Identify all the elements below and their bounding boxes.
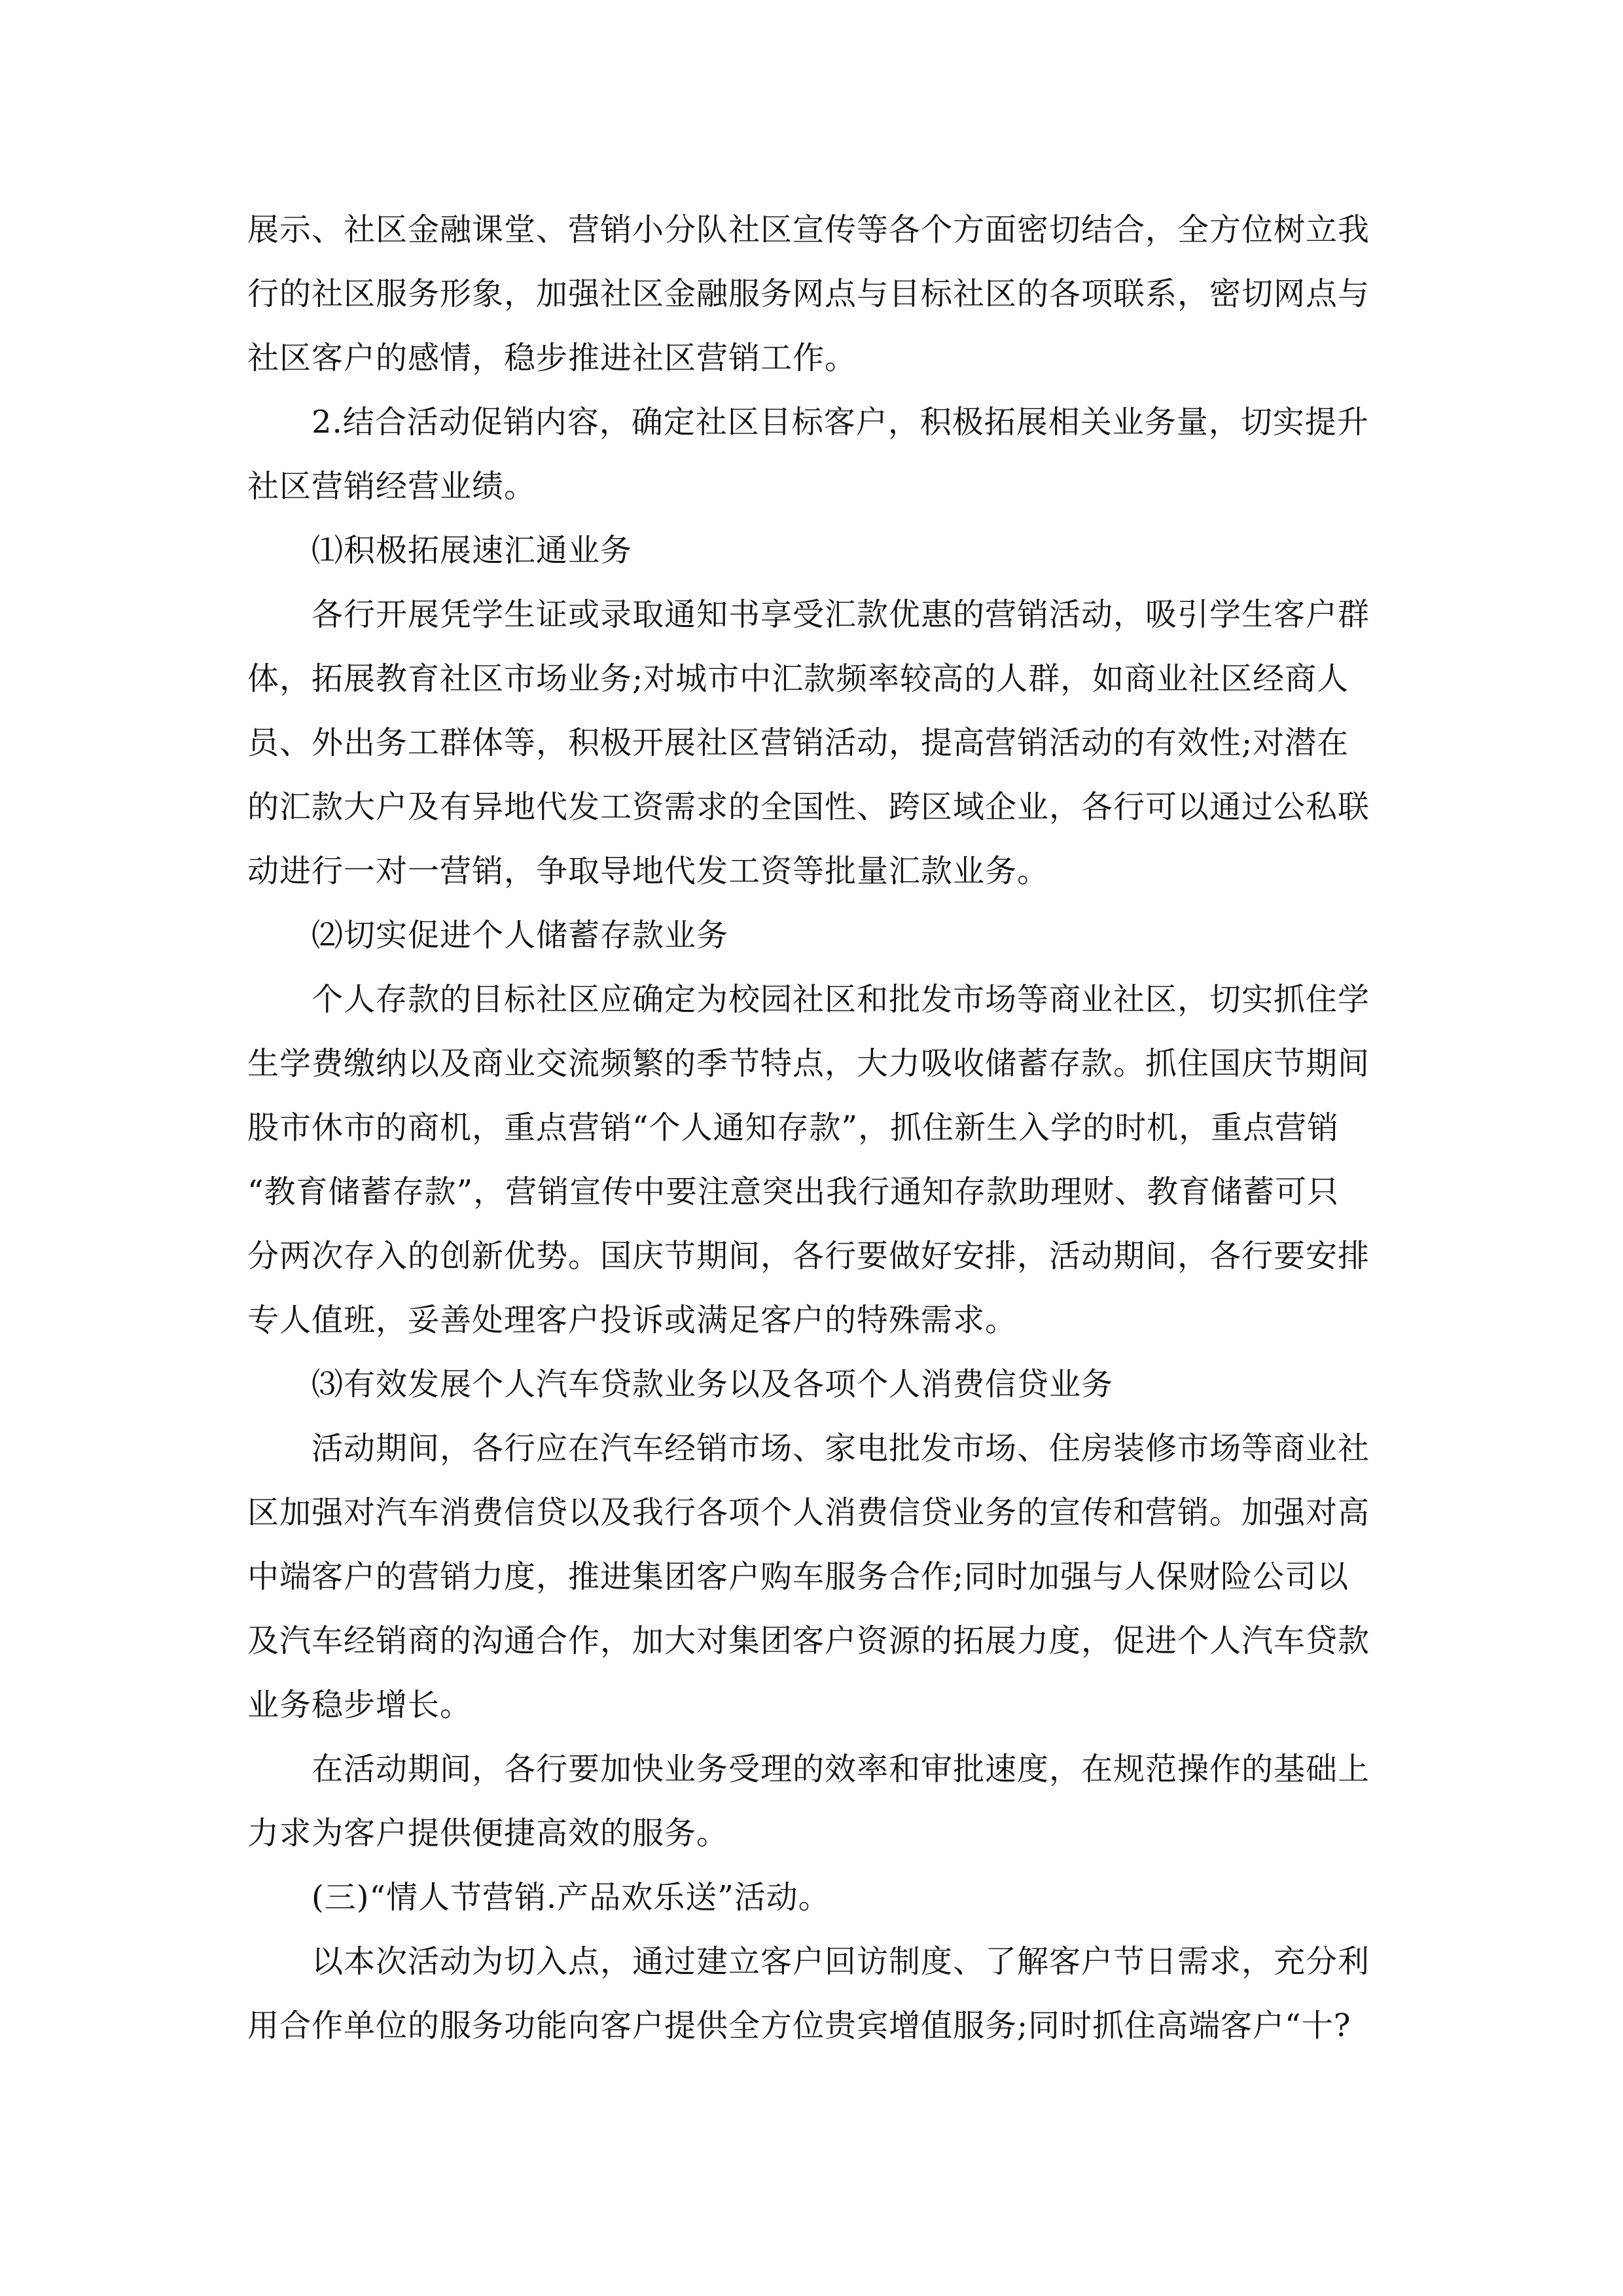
- subsection-heading: ⑶有效发展个人汽车贷款业务以及各项个人消费信贷业务: [312, 1366, 1114, 1403]
- text-line: 在活动期间，各行要加快业务受理的效率和审批速度，在规范操作的基础上: [312, 1751, 1370, 1787]
- text-line: 生学费缴纳以及商业交流频繁的季节特点，大力吸收储蓄存款。抓住国庆节期间: [247, 1045, 1370, 1082]
- text-line: 中端客户的营销力度，推进集团客户购车服务合作;同时加强与人保财险公司以: [247, 1558, 1349, 1595]
- text-line: 各行开展凭学生证或录取通知书享受汇款优惠的营销活动，吸引学生客户群: [312, 596, 1370, 633]
- text-line: 分两次存入的创新优势。国庆节期间，各行要做好安排，活动期间，各行要安排: [247, 1238, 1370, 1274]
- text-line: 的汇款大户及有异地代发工资需求的全国性、跨区域企业，各行可以通过公私联: [247, 789, 1370, 825]
- text-line: 及汽车经销商的沟通合作，加大对集团客户资源的拓展力度，促进个人汽车贷款: [247, 1623, 1370, 1659]
- text-line: 员、外出务工群体等，积极开展社区营销活动，提高营销活动的有效性;对潜在: [247, 725, 1349, 761]
- text-line: 动进行一对一营销，争取导地代发工资等批量汇款业务。: [247, 853, 1050, 889]
- text-line: 社区客户的感情，稳步推进社区营销工作。: [247, 340, 857, 376]
- text-line: 体，拓展教育社区市场业务;对城市中汇款频率较高的人群，如商业社区经商人: [247, 660, 1349, 697]
- paragraph-heading: 2.结合活动促销内容，确定社区目标客户，积极拓展相关业务量，切实提升: [312, 404, 1369, 440]
- text-line: 社区营销经营业绩。: [247, 468, 537, 505]
- text-line: 展示、社区金融课堂、营销小分队社区宣传等各个方面密切结合，全方位树立我: [247, 211, 1370, 248]
- text-line: 个人存款的目标社区应确定为校园社区和批发市场等商业社区，切实抓住学: [312, 981, 1370, 1018]
- document-page: [247, 198, 1387, 2058]
- text-line: 力求为客户提供便捷高效的服务。: [247, 1815, 729, 1852]
- section-heading: (三)“情人节营销.产品欢乐送”活动。: [312, 1879, 830, 1916]
- text-line: 以本次活动为切入点，通过建立客户回访制度、了解客户节日需求，充分利: [312, 1943, 1370, 1980]
- text-line: 用合作单位的服务功能向客户提供全方位贵宾增值服务;同时抓住高端客户“十?: [247, 2007, 1351, 2044]
- text-line: “教育储蓄存款”，营销宣传中要注意突出我行通知存款助理财、教育储蓄可只: [247, 1174, 1340, 1210]
- text-line: 股市休市的商机，重点营销“个人通知存款”，抓住新生入学的时机，重点营销: [247, 1109, 1340, 1146]
- text-line: 行的社区服务形象，加强社区金融服务网点与目标社区的各项联系，密切网点与: [247, 276, 1370, 312]
- subsection-heading: ⑵切实促进个人储蓄存款业务: [312, 917, 729, 954]
- text-line: 专人值班，妥善处理客户投诉或满足客户的特殊需求。: [247, 1302, 1018, 1338]
- text-line: 活动期间，各行应在汽车经销市场、家电批发市场、住房装修市场等商业社: [312, 1430, 1370, 1467]
- text-line: 区加强对汽车消费信贷以及我行各项个人消费信贷业务的宣传和营销。加强对高: [247, 1494, 1370, 1531]
- text-line: 业务稳步增长。: [247, 1687, 473, 1723]
- subsection-heading: ⑴积极拓展速汇通业务: [312, 532, 633, 569]
